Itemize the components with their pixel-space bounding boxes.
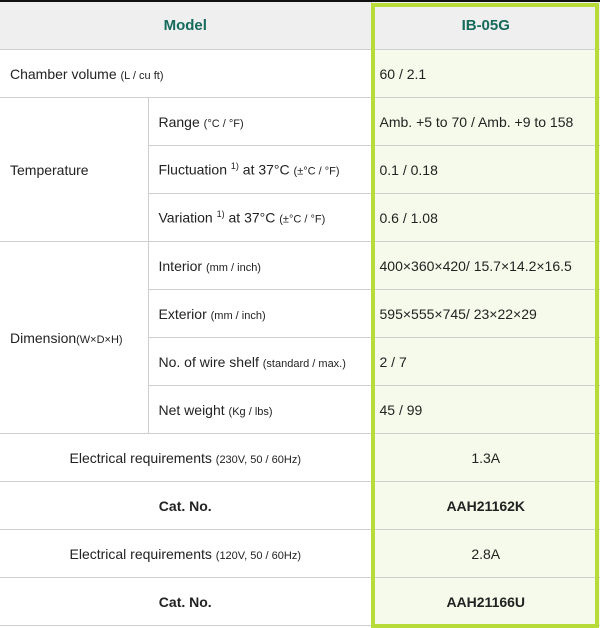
fluctuation-suffix: at 37°C: [238, 161, 290, 178]
variation-label: [148, 194, 371, 242]
model-value-text: IB-05G: [461, 17, 510, 34]
fluctuation-label: [148, 146, 371, 194]
exterior-value: 595×555×745/ 23×22×29: [371, 290, 600, 338]
chamber-label: [0, 50, 371, 98]
interior-unit: (mm / inch): [205, 261, 261, 274]
elec1-row: [0, 434, 600, 482]
cat1-label: Cat. No.: [0, 482, 371, 530]
weight-unit: (Kg / lbs): [228, 405, 273, 418]
range-label: [148, 98, 371, 146]
range-unit: (°C / °F): [203, 117, 244, 130]
model-label: Model: [163, 17, 207, 34]
interior-value: 400×360×420/ 15.7×14.2×16.5: [371, 242, 600, 290]
chamber-unit: (L / cu ft): [120, 69, 164, 82]
elec1-unit: (230V, 50 / 60Hz): [215, 453, 301, 466]
cat1-value: AAH21162K: [371, 482, 600, 530]
fluctuation-label-text: Fluctuation: [158, 161, 227, 178]
variation-unit: (±°C / °F): [279, 213, 326, 226]
model-value: [371, 1, 600, 50]
interior-label-text: Interior: [158, 257, 203, 274]
range-label-text: Range: [158, 113, 200, 130]
variation-sup: 1): [216, 209, 225, 220]
model-header: [0, 1, 371, 50]
shelf-label: [148, 338, 371, 386]
elec1-label-text: Electrical requirements: [69, 449, 212, 466]
elec2-row: [0, 530, 600, 578]
elec2-value: 2.8A: [371, 530, 600, 578]
temp-range-row: [0, 98, 600, 146]
elec2-label: [0, 530, 371, 578]
exterior-unit: (mm / inch): [210, 309, 266, 322]
elec1-label: [0, 434, 371, 482]
weight-label-text: Net weight: [158, 401, 225, 418]
variation-suffix: at 37°C: [224, 209, 276, 226]
elec2-label-text: Electrical requirements: [69, 545, 212, 562]
weight-value: 45 / 99: [371, 386, 600, 434]
fluctuation-unit: (±°C / °F): [293, 165, 340, 178]
header-row: [0, 1, 600, 50]
chamber-value: 60 / 2.1: [371, 50, 600, 98]
temperature-label: Temperature: [0, 98, 148, 242]
shelf-value: 2 / 7: [371, 338, 600, 386]
exterior-label-text: Exterior: [158, 305, 207, 322]
fluctuation-sup: 1): [230, 161, 239, 172]
cat2-row: [0, 578, 600, 626]
dimension-unit: (W×D×H): [76, 333, 123, 346]
range-value: Amb. +5 to 70 / Amb. +9 to 158: [371, 98, 600, 146]
dim-interior-row: [0, 242, 600, 290]
variation-value: 0.6 / 1.08: [371, 194, 600, 242]
weight-label: [148, 386, 371, 434]
shelf-unit: (standard / max.): [262, 357, 346, 370]
cat2-label: Cat. No.: [0, 578, 371, 626]
chamber-row: [0, 50, 600, 98]
cat2-value: AAH21166U: [371, 578, 600, 626]
interior-label: [148, 242, 371, 290]
variation-label-text: Variation: [158, 209, 213, 226]
dimension-label: [0, 242, 148, 434]
elec2-unit: (120V, 50 / 60Hz): [215, 549, 301, 562]
chamber-label-text: Chamber volume: [10, 65, 117, 82]
elec1-value: 1.3A: [371, 434, 600, 482]
exterior-label: [148, 290, 371, 338]
cat1-row: [0, 482, 600, 530]
shelf-label-text: No. of wire shelf: [158, 353, 259, 370]
dimension-label-text: Dimension: [10, 329, 77, 346]
fluctuation-value: 0.1 / 0.18: [371, 146, 600, 194]
